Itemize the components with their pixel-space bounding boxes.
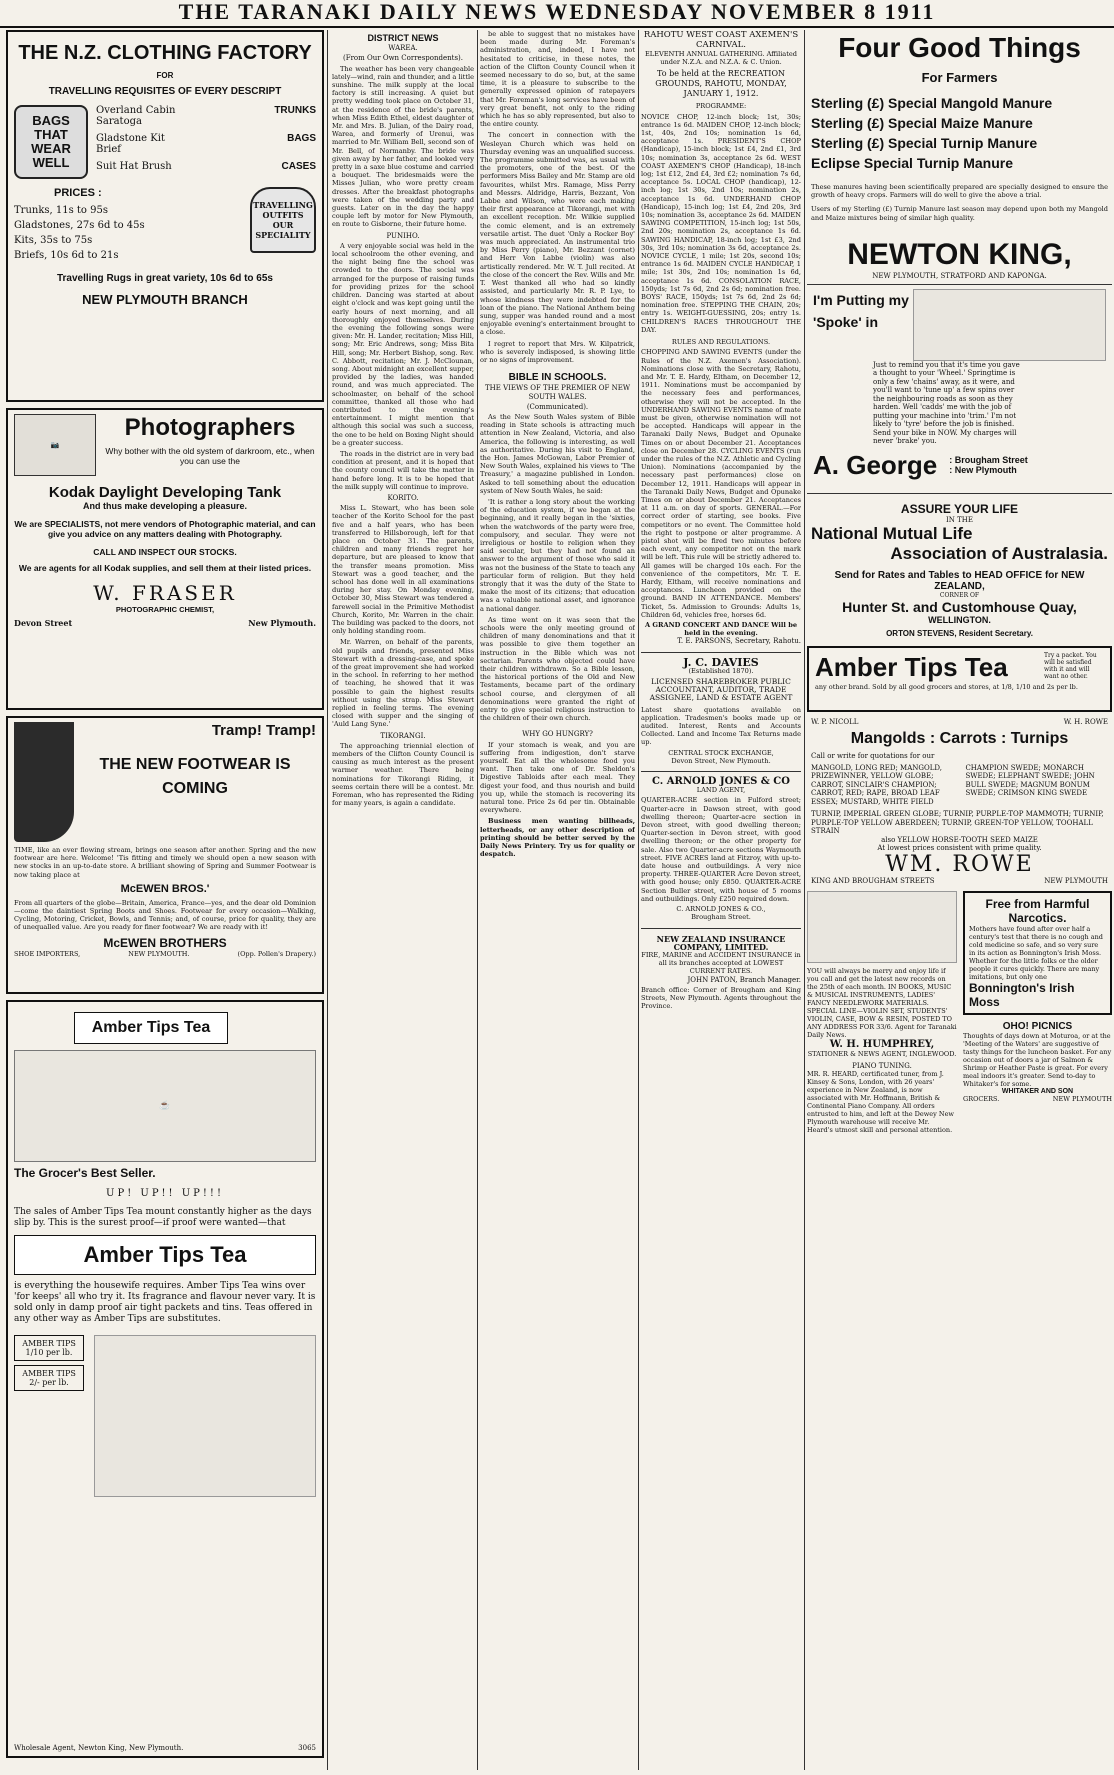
warea-para: The weather has been very changeable lately—wind, rain and thunder, and a little sunshine. The milk supply at the local factory is still increasing. A quiet but pretty wedding took place on October 31, at the residence of the bride's parents, when Miss Edith Ethel, eldest daughter of Mr. and Mrs. B. Julian, of the Dairy road, Warea, and formerly of Urenui, was married to Mr. William Bell, second son of Mr. Bell, of Normanby. The bride was given away by her father, and looked very pretty in a saxe blue costume and carried a bouquet. The bridesmaids were the Misses Julian, who wore pretty cream dresses. After the breakfast photographs were taken of the wedding party and guests. Later on in the day the happy couple left by motor for New Plymouth, en route to Gisborne, their future home. — [332, 64, 474, 229]
wheel-man-illustration — [913, 289, 1106, 361]
kodak-agents: We are agents for all Kodak supplies, and sell them at their listed prices. — [18, 563, 312, 573]
camera-illustration: 📷 — [14, 414, 96, 476]
amber-right-tagline: any other brand. Sold by all good grocers and stores, at 1/8, 1/10 and 2s per lb. — [815, 682, 1078, 691]
amber-agent: Wholesale Agent, Newton King, New Plymouth. — [14, 1744, 184, 1752]
mutual-in-the: IN THE — [946, 515, 973, 524]
hungry-para: If your stomach is weak, and you are suffering from indigestion, don't starve yourself. Eat all the wholesome food you want. Then take one of Dr. Sheldon's Digestive Tabloids after each meal. They digest your food, and thus nourish and build you up, while the stomach is recovering its natural tone. Price 2s 6d per tin. Obtainable everywhere. — [480, 740, 635, 815]
footwear-body-2: From all quarters of the globe—Britain, America, France—yes, and the dear old Dominion—come the daintiest Spring Boots and Shoes. Footwear for every occasion—Walking, Cycling, Motoring, Cricket, Bowls, and Tennis; and, of course, price for quality, they are of unequalled value. Are you ready for finer footwear? We are ready with it! — [14, 898, 316, 932]
call-inspect: CALL AND INSPECT OUR STOCKS. — [93, 547, 237, 557]
mutual-send: Send for Rates and Tables to HEAD OFFICE for NEW ZEALAND, — [834, 569, 1085, 592]
trunk-illustration — [250, 187, 316, 253]
district-news-heading: DISTRICT NEWS — [367, 33, 439, 43]
narcotics-body: Mothers have found after over half a century's test that there is no cough and cold medicine so safe, and so very sure in its action as Bonnington's Irish Moss. Whether for the little folks or the older people it cures quickly. There are many imitations, but only one — [969, 924, 1103, 981]
grocer-illustration: ☕ — [14, 1050, 316, 1162]
column-2 — [332, 30, 474, 1770]
rowe-turnips: TURNIP, IMPERIAL GREEN GLOBE; TURNIP, PURPLE-TOP MAMMOTH; TURNIP, PURPLE-TOP YELLOW ABERDEEN; TURNIP, GREEN-TOP YELLOW, TOOHALL STRAIN — [811, 810, 1104, 836]
bag-text: BAGS THAT WEAR WELL — [31, 113, 71, 170]
jones-sig-1: C. ARNOLD JONES & CO., — [676, 905, 766, 914]
rowe-addr-right: NEW PLYMOUTH — [1044, 876, 1108, 885]
amber-tips-right-ad — [807, 646, 1112, 712]
rahotu-rules: RULES AND REGULATIONS. — [671, 338, 771, 347]
george-body: Just to remind you that it's time you gave a thought to your 'Wheel.' Springtime is only a few 'chains' away, as it were, and you'll want to 'tune up' a few spins over the neighbouring roads as soon as they harden. Well 'cadds' me with the job of putting your machine into 'trim.' I'm not likely to 'tyre' before the job is finished. Send your bike in NOW. My charges will never 'brake' you. — [873, 360, 1020, 446]
picnics-name: WHITAKER AND SON — [1001, 1087, 1074, 1095]
tramp-heading: Tramp! Tramp! — [211, 722, 316, 739]
trunks-label: TRUNKS — [274, 105, 316, 116]
boot-illustration — [14, 722, 74, 842]
column-rule — [477, 30, 478, 1770]
picnics-town: NEW PLYMOUTH — [1052, 1094, 1112, 1103]
bible-comm: (Communicated). — [526, 402, 589, 411]
manure-eclipse: Eclipse Special Turnip Manure — [811, 155, 1014, 171]
column-rule — [804, 30, 805, 1770]
rahotu-rules-body: CHOPPING AND SAWING EVENTS (under the Rules of the N.Z. Axemen's Association). Nominations close with the Secretary, Rahotu, and Mr. T. E. Hardy, Eltham, on December 12, 1911. Nominations must be accompanied by the necessary fees and performances, otherwise they will not be accepted. In the UNDERHAND SAWING EVENTS name of mate must be given, otherwise nomination will not be accepted. Handicaps will appear in the Taranaki Daily News, Budget and Opunake Times on or about December 21. Acceptances close on December 28. CYCLING EVENTS (run under the rules of the N.Z. Athletic and Cycling Union). Nominations (accompanied by the necessary past performances) close on December 12, 1911. Handicaps will appear in the Taranaki Daily News, Budget and Opunake Times on or about December 21. Acceptances at 11 a.m. on day of sports. GENERAL.—For correct order of starting, see books. Five competitors or no event. The Committee hold the right to postpone or alter programme. A pistol shot will be fired two minutes before each event, any competitor not on the mark will be left. This rule will be strictly adhered to. All games will be charged 10s each. For the convenience of the competitors, Mr. T. E. Hardy, Eltham, will receive nominations and acceptances. Luncheon provided on the ground. BAND IN ATTENDANCE. Members' Ticket, 5s. Admission to Grounds: Adults 1s, Children 6d, vehicles free, horses 6d. — [641, 348, 801, 619]
price-2: AMBER TIPS 2/- per lb. — [14, 1365, 84, 1391]
manure-maize: Sterling (£) Special Maize Manure — [811, 115, 1033, 131]
footwear-opp: (Opp. Pollen's Drapery.) — [237, 949, 316, 958]
rahotu-programme: PROGRAMME: — [695, 102, 747, 111]
narcotics-title: Free from Harmful Narcotics. — [985, 896, 1090, 925]
mutual-name-1: National Mutual Life — [811, 523, 973, 543]
rowe-left: W. P. NICOLL — [811, 717, 859, 726]
bag-illustration — [14, 105, 88, 179]
bag-items: Gladstone Kit Brief — [96, 133, 165, 155]
things-note-2: Users of my Sterling (£) Turnip Manure last season may depend upon both my Mangold and Maize mixtures being of similar high quality. — [811, 205, 1108, 222]
insurance-name: NEW ZEALAND INSURANCE COMPANY, LIMITED. — [656, 933, 786, 952]
fraser-role: PHOTOGRAPHIC CHEMIST, — [115, 605, 215, 614]
trunk-items: Overland Cabin Saratoga — [96, 105, 176, 127]
puniho-para: A very enjoyable social was held in the local schoolroom the other evening, and the night being fine the school was crowded to the doors. The social was arranged for the purpose of raising funds for providing prizes for the school children. Dancing was started at about eight o'clock and was kept going until the early hours of next morning, and all thoroughly enjoyed themselves. During the evening the following songs were given: Mr. H. Lander, recitation; Miss Hill, song; Mr. Eric Andrews, song; Miss Bita Hill, song; Mr. Herbert Bishop, song. Rev. C. Abbott, recitation; Mr. J. McClounan, song. About midnight an excellent supper, provided by the ladies, was handed round, and was much appreciated. The schoolmaster, on behalf of the school committee, thanked all those who had contributed to the evening's entertainment. I might mention that although this social was such a success, the one to be held on Boxing Night should be a greater success. — [332, 241, 474, 447]
fraser-town: New Plymouth. — [248, 618, 316, 628]
korito-para-2: Mr. Warren, on behalf of the parents, old pupils and friends, presented Miss Stewart with a dressing-case, and spoke of the great improvement she had worked in the school. In referring to her method of teaching, he showed that it was possible to gain the highest results without using the strap. Miss Stewart replied in feeling terms. The evening closed with supper and the singing of 'Auld Lang Syne.' — [332, 638, 474, 729]
humphrey-role: STATIONER & NEWS AGENT, INGLEWOOD. — [807, 1049, 957, 1058]
fraser-street: Devon Street — [14, 618, 73, 628]
jones-ad — [641, 778, 801, 921]
davies-ad — [641, 655, 801, 765]
puniho-para-2: The roads in the district are in very bad condition at present, and it is hoped that the county council will take the matter in hand before long. It is to be hoped that the milk supply will continue to improve. — [332, 449, 474, 491]
humphrey-body: YOU will always be merry and enjoy life if you call and get the latest new records on the 25th of each month. IN BOOKS, MUSIC & MUSICAL INSTRUMENTS, LADIES' FANCY NEEDLEWORK MATERIALS. SPECIAL LINE—VIOLIN SET, STUDENTS' VIOLIN, CASE, BOW & RESIN, POSTED TO ANY ADDRESS FOR 33/6. Agent for Taranaki Daily News. — [807, 966, 957, 1039]
rowe-ad — [807, 718, 1112, 885]
things-note-1: These manures having been scientifically prepared are specially designed to ensure the growth of heavy crops. Farmers will do well to give the above a trial. — [811, 183, 1108, 200]
picnics-title: OHO! PICNICS — [1002, 1020, 1073, 1032]
george-addr-2: : New Plymouth — [949, 465, 1017, 476]
prices-title: PRICES : — [54, 187, 102, 199]
column-3 — [480, 30, 635, 1770]
rugs-line: Travelling Rugs in great variety, 10s 6d to 65s — [56, 273, 273, 284]
jones-role: LAND AGENT, — [696, 786, 746, 795]
davies-body: Latest share quotations available on application. Tradesmen's books made up or audited. Interest, Rents and Accounts Collected. Land and Income Tax Returns made up. — [641, 705, 801, 747]
mcewen-bros: McEWEN BROS.' — [120, 882, 210, 895]
printery-para: Business men wanting billheads, letterheads, or any other description of printing should be better served by the Daily News Printery. Try us for quality or despatch. — [480, 817, 635, 859]
davies-name: J. C. DAVIES — [683, 655, 759, 669]
rowe-maize: also YELLOW HORSE-TOOTH SEED MAIZE — [881, 835, 1038, 844]
shoe-importers: SHOE IMPORTERS, — [14, 949, 81, 958]
tikorangi-cont: be able to suggest that no mistakes have been made during Mr. Foreman's administration, and, indeed, I have not hesitated to criticise, in these notes, the action of the Clifton County Council when it seemed necessary to do so, but, at the same time, it is a pleasure to subscribe to the generally expressed opinion of ratepayers that Mr. Foreman's long services have been of very great benefit, not only to the riding which he has so ably represented, but also to the entire county. — [480, 30, 635, 129]
amber-pack: Amber Tips Tea — [74, 1012, 228, 1044]
insurance-ad — [641, 935, 801, 1011]
rowe-right: W. H. ROWE — [1063, 717, 1108, 726]
footwear-ad — [6, 716, 324, 994]
tikorangi-heading: TIKORANGI. — [380, 731, 426, 740]
amber-right-logo: Amber Tips Tea — [815, 651, 1008, 682]
amber-body: The sales of Amber Tips Tea mount constantly higher as the days slip by. This is the surest proof—if proof were wanted—that — [14, 1207, 312, 1228]
column-rule — [327, 30, 328, 1770]
davies-addr-1: CENTRAL STOCK EXCHANGE, — [668, 748, 774, 757]
newton-king: NEWTON KING, — [847, 237, 1072, 271]
manure-mangold: Sterling (£) Special Mangold Manure — [811, 95, 1053, 111]
tikorangi-para: The approaching triennial election of members of the Clifton County Council is causing as much interest as the present warmer weather. There being nominations for Tikorangi Riding, it seems certain there will be a contest. Mr. Foreman, who has represented the Riding for many years, is again a candidate. — [332, 741, 474, 808]
rowe-lowest: At lowest prices consistent with prime quality. — [877, 843, 1042, 852]
rahotu-secretary: T. E. PARSONS, Secretary, Rahotu. — [677, 637, 801, 646]
fraser-name: W. FRASER — [93, 581, 237, 605]
things-sub: For Farmers — [921, 70, 998, 85]
narcotics-name: Bonnington's Irish Moss — [969, 980, 1075, 1009]
bible-heading: BIBLE IN SCHOOLS. — [508, 372, 607, 384]
column-rule — [638, 30, 639, 1770]
price-trunks: Trunks, 11s to 95s — [14, 205, 108, 216]
amber-packet-illustration — [94, 1335, 316, 1497]
insurance-manager: JOHN PATON, Branch Manager. — [687, 975, 801, 984]
price-1-10: AMBER TIPS 1/10 per lb. — [14, 1335, 84, 1361]
rahotu-title: RAHOTU WEST COAST AXEMEN'S CARNIVAL. — [643, 30, 799, 50]
photographers-title: Photographers — [124, 414, 296, 441]
george-name: A. George — [813, 449, 938, 480]
newton-sub: NEW PLYMOUTH, STRATFORD AND KAPONGA. — [872, 271, 1047, 280]
clothing-subtitle: TRAVELLING REQUISITES OF EVERY DESCRIPT — [48, 86, 282, 97]
piano-body: MR. R. HEARD, certificated tuner, from J. Kinsey & Sons, London, with 26 years' experience in New Zealand, is now associated with Mr. Hoffmann, British & Continental Piano Company. All orders entrusted to him, and left at the Dewey New Plymouth warehouse will receive Mr. Heard's utmost skill and personal attention. — [807, 1069, 954, 1134]
up-up-up: UP! UP!! UP!!! — [106, 1188, 224, 1199]
davies-roles: LICENSED SHAREBROKER PUBLIC ACCOUNTANT, AUDITOR, TRADE ASSIGNEE, LAND & ESTATE AGENT — [649, 677, 793, 703]
manure-turnip: Sterling (£) Special Turnip Manure — [811, 135, 1038, 151]
tank-tagline: And thus make developing a pleasure. — [82, 501, 248, 511]
rahotu-events: NOVICE CHOP, 12-inch block; 1st, 30s; entrance 1s 6d. MAIDEN CHOP, 12-inch block; 1st, 40s, 2nd 10s; nomination 1s 6d, acceptance 1s. PRESIDENT'S CHOP (Handicap), 15-inch block; 1st £4, 2nd £1, 3rd 10s; nomination 3s, acceptance 2s 6d. WEST COAST AXEMEN'S CHOP (Handicap), 18-inch log; 1st £12, 2nd £4, 3rd £2; nomination 7s 6d, acceptance 5s. LOCAL CHOP (handicap), 12-inch log; 1st 30s, 2nd 10s; nomination 2s, acceptance 1s 6d. UNDERHAND CHOP (Handicap), 15-inch log; 1st £4, 2nd 20s, 3rd 10s; nomination 3s, acceptance 2s 6d. MAIDEN SAWING COMPETITION, 15-inch log; 1st 50s, 2nd 20s; nomination 2s, acceptance 1s 6d. SAWING HANDICAP, 18-inch log; 1st £3, 2nd 30s, 3rd 10s; nomination 3s 6d, acceptance 2s. NOVICE CYCLE, 1 mile; 1st 20s, second 10s; entrance 1s 6d. MAIDEN CYCLE HANDICAP, 1 mile; 1st 30s, 2nd 10s; nomination 1s 6d, acceptance 1s 6d. CONSOLATION RACE, 150yds; 1st 7s 6d, 2nd 2s 6d; nomination free. BOYS' RACE, 150yds; 1st 7s 6d, 2nd 2s 6d; nomination free. STEPPING THE CHAIN, 20s; entry 1s. WEIGHT-GUESSING, 20s; entry 1s. CHILDREN'S RACES THROUGHOUT THE DAY. — [641, 112, 801, 334]
davies-addr-2: Devon Street, New Plymouth. — [671, 756, 771, 765]
bible-para-3: As time went on it was seen that the schools were the only meeting ground of children of many denominations and that it was possible to give them together an instruction in the Bible which was not sectarian. Parents who objected could have their children withdrawn. So a Bible lesson, the historical portions of the Old and New Testaments, became part of the ordinary school course, and clergymen of all denominations were granted the right of entry to give special religious instruction to the children of their own church. — [480, 615, 635, 723]
things-title: Four Good Things — [838, 32, 1081, 63]
korito-heading: KORITO. — [387, 493, 419, 502]
photographers-ad — [6, 408, 324, 710]
bible-para-1: As the New South Wales system of Bible reading in State schools is attracting much attention in New Zealand, Victoria, and also America, the following is interesting, as well as authoritative. During his visit to England, the Hon. James McGowan, Labor Premier of New South Wales, explained his views to 'The Treasury,' a magazine published in London. Asked to tell something about the education system of New South Wales, he said: — [480, 412, 635, 495]
kilpatrick-para: I regret to report that Mrs. W. Kilpatrick, who is severely indisposed, is showing little or no signs of improvement. — [480, 339, 635, 364]
clothing-title: THE N.Z. CLOTHING FACTORY — [18, 42, 312, 64]
tank-product: Kodak Daylight Developing Tank — [48, 484, 282, 501]
rowe-call: Call or write for quotations for our — [811, 751, 935, 760]
mutual-corner: CORNER OF — [939, 591, 980, 599]
amber-tips-left-ad — [6, 1000, 324, 1758]
masthead: THE TARANAKI DAILY NEWS WEDNESDAY NOVEMBER 8 1911 — [0, 0, 1114, 28]
amber-logo: Amber Tips Tea — [14, 1235, 316, 1275]
insurance-body: FIRE, MARINE and ACCIDENT INSURANCE in all its branches accepted at LOWEST CURRENT RATES. — [641, 950, 801, 976]
gramophone-illustration — [807, 891, 957, 963]
assure-life: ASSURE YOUR LIFE — [900, 501, 1019, 516]
footwear-headline: THE NEW FOOTWEAR IS COMING — [99, 756, 291, 797]
column-5 — [807, 30, 1112, 1770]
picnics-body: Thoughts of days down at Moturoa, or at the 'Meeting of the Waters' are suggestive of tasty things for the luncheon basket. For any occasion out of doors a jar of Salmon & Shrimp or Heather Paste is great. For every meal indoors it's greater. Send to-day to Whitaker's for some. — [963, 1031, 1112, 1088]
jones-sig-2: Brougham Street. — [691, 913, 751, 922]
george-addr-1: : Brougham Street — [949, 455, 1028, 466]
rowe-list-left: MANGOLD, LONG RED; MANGOLD, PRIZEWINNER, YELLOW GLOBE; CARROT, SINCLAIR'S CHAMPION; CARROT, RED; RAPE, BROAD LEAF ESSEX; MUSTARD, WHITE FIELD — [811, 763, 942, 806]
rowe-name: WM. ROWE — [885, 851, 1034, 877]
column-1 — [6, 30, 324, 1770]
picnics-grocers: GROCERS. — [963, 1094, 1000, 1103]
rahotu-dance: A GRAND CONCERT AND DANCE Will be held in the evening. — [644, 621, 798, 638]
rowe-addr-left: KING AND BROUGHAM STREETS — [811, 876, 935, 885]
rahotu-ad — [641, 30, 801, 646]
rowe-list-right: CHAMPION SWEDE; MONARCH SWEDE; ELEPHANT SWEDE; JOHN BULL SWEDE; MAGNUM BONUM SWEDE; CRIMSON KING SWEDE — [965, 763, 1095, 798]
jones-body: QUARTER-ACRE section in Fulford street; Quarter-acre in Dawson street, with good dwelling thereon; Quarter-acre section in Devon street, with good dwelling thereon; Quarter-section in Devon street, with good dwelling thereon; or the other property for sale. Also two Quarter-acre sections Waymouth street. FIVE ACRES land at Fitzroy, with up-to-date house and outbuildings. A very nice property. THREE-QUARTER Acre Devon street, with good house; only £850. QUARTER-ACRE Section Buller street, with house of 5 rooms and outbuildings. Only £250 required down. — [641, 796, 801, 903]
mcewen-brothers: McEWEN BROTHERS — [103, 935, 227, 950]
hungry-heading: WHY GO HUNGRY? — [522, 730, 593, 739]
trunk-text: TRAVELLING OUTFITS OUR SPECIALITY — [253, 200, 313, 240]
bible-para-2: 'It is rather a long story about the working of the education system, if we began at the beginning, and it really began in the 'sixties, when the watchwords of the party were free, compulsory, and secular. They were not irreligious or hostile to religion when they said secular, but they had not found an answer to the argument of those who said it was not the business of the State to teach any particular form of religion. But they held strongly that it was the duty of the State to make the most of its citizens; that education was a valuable national asset, and ignorance a national danger. — [480, 497, 635, 613]
specialists-text: We are SPECIALISTS, not mere vendors of Photographic material, and can give you advice on any matters dealing with Photography. — [14, 519, 316, 539]
price-kits: Kits, 35s to 75s — [14, 235, 93, 246]
amber-body-2: is everything the housewife requires. Amber Tips Tea wins over 'for keeps' all who try it. Its fragrance and flavour never vary. It is sold only in damp proof air tight packets and tins. Teas offered in any other way as Amber Tips are substitutes. — [14, 1281, 316, 1324]
warea-heading: WAREA. — [388, 44, 418, 53]
insurance-office: Branch office: Corner of Brougham and King Streets, New Plymouth. Agents throughout the Province. — [641, 985, 801, 1011]
clothing-for: FOR — [156, 71, 174, 80]
rahotu-sub: ELEVENTH ANNUAL GATHERING. Affiliated under N.Z.A. and N.Z.A. & C. Union. — [644, 50, 798, 67]
davies-est: (Established 1870). — [688, 666, 754, 675]
korito-para: Miss L. Stewart, who has been sole teacher of the Korito School for the past five and a half years, who has been transferred to Hillsborough, left for that place on October 31. The parents, children and many friends regret her departure, but are pleased to know that the transfer means promotion. Miss Stewart was a good teacher, and the school has done well in all examinations during her stay. On Monday evening, October 30, Miss Stewart was tendered a farewell social in the Primitive Methodist Church, Korito, Mr. Warren in the chair. The building was packed to the doors, not only holding standing room. — [332, 504, 474, 636]
warea-sub: (From Our Own Correspondents). — [343, 54, 463, 63]
footwear-town: NEW PLYMOUTH. — [128, 949, 190, 958]
mutual-life-ad — [807, 500, 1112, 640]
mutual-secretary: ORTON STEVENS, Resident Secretary. — [886, 628, 1033, 638]
price-briefs: Briefs, 10s 6d to 21s — [14, 250, 119, 261]
bags-label: BAGS — [287, 133, 316, 144]
humphrey-name: W. H. HUMPHREY, — [829, 1038, 935, 1050]
photographers-question: Why bother with the old system of darkroom, etc., when you can use the — [105, 446, 315, 466]
bible-sub: THE VIEWS OF THE PREMIER OF NEW SOUTH WALES. — [484, 384, 631, 401]
mutual-wellington: WELLINGTON. — [928, 614, 991, 625]
four-good-things-ad — [807, 30, 1112, 282]
narcotics-ad — [963, 891, 1112, 1015]
amber-right-side: Try a packet. You will be satisfied with it and will want no other. — [1044, 651, 1097, 680]
piano-title: PIANO TUNING. — [852, 1061, 912, 1070]
rahotu-held: To be held at the RECREATION GROUNDS, RAHOTU, MONDAY, JANUARY 1, 1912. — [655, 69, 787, 99]
amber-ref: 3065 — [298, 1744, 316, 1752]
clothing-factory-ad — [6, 30, 324, 402]
column-4 — [641, 30, 801, 1770]
concert-para: The concert in connection with the Wesleyan Church which was held on Thursday evening was an unqualified success. The programme submitted was, as usual with the promoters, one of the best. Of the performers Miss Bailey and Mr. Stamp are old favourites, whilst Mrs. Ramage, Miss Perry and Messrs. Aldridge, Harris, Bezzant, Von Labbe and Wilson, who were each making their first appearance at Tikorangi, met with an excellent reception. Mr. Wilkie supplied the comic element, and is an extremely versatile artist. The duet 'Only a Rocker Boy' was much appreciated. An instrumental trio by Miss Perry (piano), Mr. Bezzant (cornet) and Herr Von Labbe (violin) was also artistically rendered. Mr. W. T. Jull recited. At the close of the concert the Rev. Wills and Mr. T. West thanked all who had so kindly assisted, and particularly Mr. R. P. Lye, to whose kindness they were indebted for the loan of the piano. The National Anthem being sung, supper was handed round and a most enjoyable evening's entertainment brought to a close. — [480, 131, 635, 337]
case-items: Suit Hat Brush — [96, 161, 172, 172]
cases-label: CASES — [281, 161, 316, 172]
mutual-name-2: Association of Australasia. — [890, 543, 1108, 563]
puniho-heading: PUNIHO. — [386, 231, 420, 240]
grocer-best-seller: The Grocer's Best Seller. — [14, 1166, 156, 1180]
mutual-hunter: Hunter St. and Customhouse Quay, — [842, 598, 1077, 615]
rowe-title: Mangolds : Carrots : Turnips — [850, 729, 1069, 747]
branch-line: NEW PLYMOUTH BRANCH — [82, 292, 248, 307]
jones-name: C. ARNOLD JONES & CO — [652, 776, 790, 788]
price-gladstones: Gladstones, 27s 6d to 45s — [14, 220, 145, 231]
footwear-body: TIME, like an ever flowing stream, brings one season after another. Spring and the new footwear are here. Welcome! 'Tis fitting and timely we should open a new season with new stocks in an up-to-date store. A brilliant showing of Spring and Summer Footwear is now taking place at — [14, 846, 316, 879]
spoke-heading: I'm Putting my 'Spoke' in — [813, 291, 909, 330]
george-ad — [807, 284, 1112, 494]
